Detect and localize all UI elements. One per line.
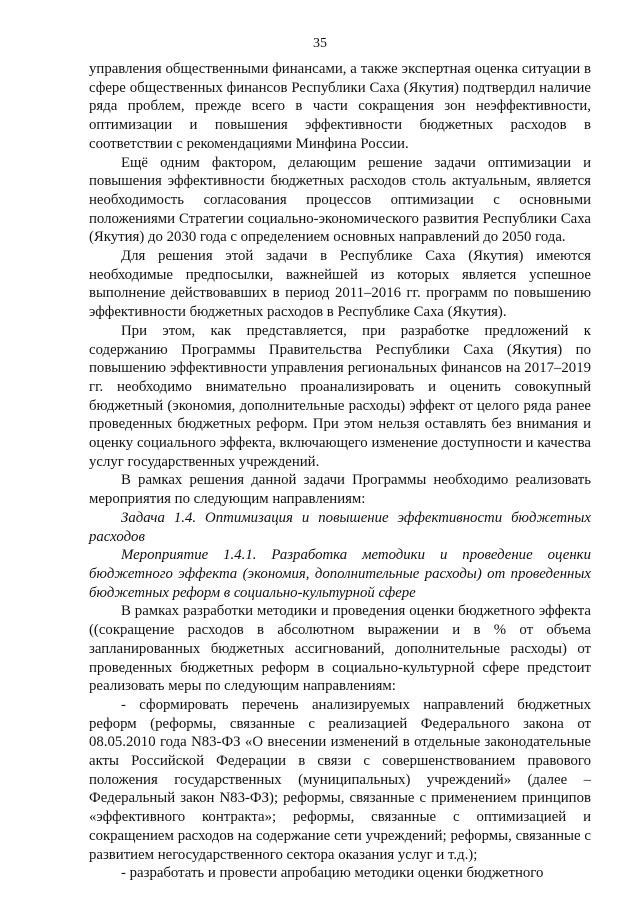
- document-body: [89, 60, 591, 883]
- paragraph-program-proposals: При этом, как представляется, при разработке предложений к содержанию Программы Правительства Республики Саха (Якутия) по повышению эффективности управления региональных финансов на 2017–2019 гг. необходимо внимательно проанализировать и оценить совокупный бюджетный (экономия, дополнительные расходы) эффект от целого ряда ранее проведенных бюджетных реформ. При этом нельзя оставлять без внимания и оценку социального эффекта, включающего изменение доступности и качества услуг государственных учреждений.: [89, 322, 591, 470]
- paragraph-methodology: В рамках разработки методики и проведения оценки бюджетного эффекта ((сокращение расходов в абсолютном выражении и в % от объема запланированных бюджетных ассигнований, дополнительные расходы) от проведенных бюджетных реформ в социально-культурной сфере предстоит реализовать меры по следующим направлениям:: [89, 603, 591, 695]
- paragraph-prerequisites: Для решения этой задачи в Республике Саха (Якутия) имеются необходимые предпосылки, важнейшей из которых является успешное выполнение действовавших в период 2011–2016 гг. программ по повышению эффективности бюджетных расходов в Республике Саха (Якутия).: [89, 248, 591, 321]
- page-number: 35: [313, 36, 327, 51]
- task-heading: Задача 1.4. Оптимизация и повышение эффективности бюджетных расходов: [89, 509, 591, 545]
- paragraph-continuation: управления общественными финансами, а также экспертная оценка ситуации в сфере общественных финансов Республики Саха (Якутия) подтвердил наличие ряда проблем, прежде всего в части сокращения зон неэффективности, оптимизации и повышения эффективности бюджетных расходов в соответствии с рекомендациями Минфина России.: [89, 61, 591, 152]
- paragraph-measures-intro: В рамках решения данной задачи Программы необходимо реализовать мероприятия по следующим направлениям:: [89, 472, 591, 508]
- measure-heading: Мероприятие 1.4.1. Разработка методики и проведение оценки бюджетного эффекта (экономия, дополнительные расходы) от проведенных бюджетных реформ в социально-культурной сфере: [89, 547, 591, 601]
- list-item-approbation: - разработать и провести апробацию методики оценки бюджетного: [121, 865, 544, 882]
- list-item-reforms: - сформировать перечень анализируемых направлений бюджетных реформ (реформы, связанные с реализацией Федерального закона от 08.05.2010 года N83-ФЗ «О внесении изменений в отдельные законодательные акты Российской Федерации в связи с совершенствованием правового положения государственных (муниципальных) учреждений» (далее – Федеральный закон N83-ФЗ); реформы, связанные с применением принципов «эффективного контракта»; реформы, связанные с оптимизацией и сокращением расходов на содержание сети учреждений; реформы, связанные с развитием негосударственного сектора оказания услуг и т.д.);: [89, 696, 591, 863]
- paragraph-factor: Ещё одним фактором, делающим решение задачи оптимизации и повышения эффективности бюджетных расходов столь актуальным, является необходимость согласования процессов оптимизации с основными положениями Стратегии социально-экономического развития Республики Саха (Якутия) до 2030 года с определением основных направлений до 2050 года.: [89, 154, 591, 246]
